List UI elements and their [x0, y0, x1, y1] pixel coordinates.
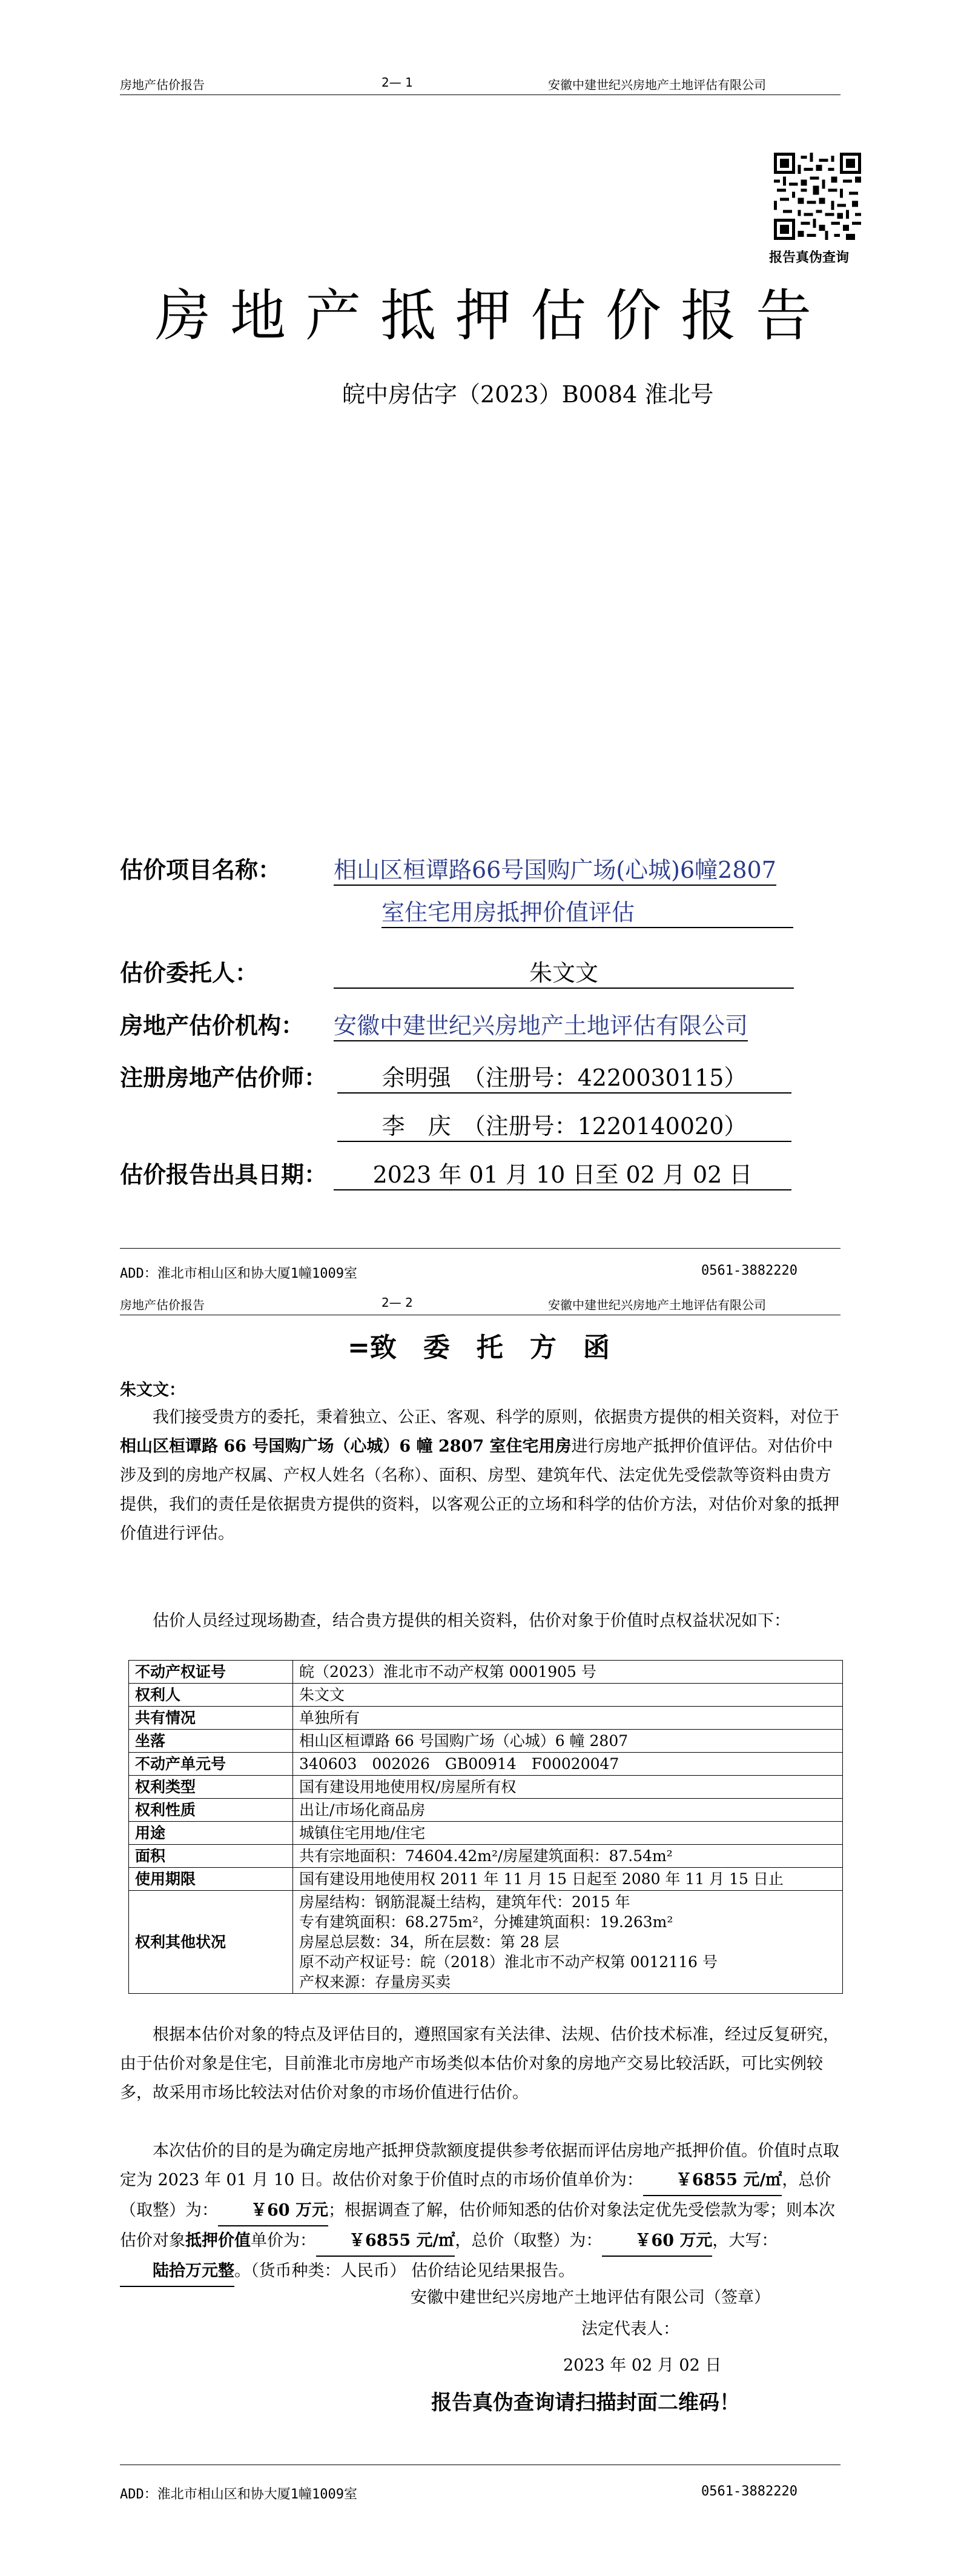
field-label-agency: 房地产估价机构：	[120, 1012, 305, 1039]
sign-date: 2023 年 02 月 02 日	[563, 2356, 722, 2375]
qr-code-icon[interactable]	[774, 153, 861, 240]
table-row: 权利其他状况 房屋结构：钢筋混凝土结构，建筑年代：2015 年 专有建筑面积：68.275m²，分摊建筑面积：19.263m² 房屋总层数：34，所在层数：第 28 层 原不动产权证号：皖（2018）淮北市不动产权第 0012116 号 产权来源：存量房买卖	[129, 1891, 843, 1994]
page1-header-left: 房地产估价报告	[120, 78, 205, 92]
page2-header-right: 安徽中建世纪兴房地产土地评估有限公司	[548, 1298, 766, 1312]
page2-header-left: 房地产估价报告	[120, 1298, 205, 1312]
capital-amount: 陆拾万元整	[120, 2257, 234, 2287]
table-row: 使用期限 国有建设用地使用权 2011 年 11 月 15 日起至 2080 年 11 月 15 日止	[129, 1868, 843, 1891]
page1-header-page-number: 2— 1	[381, 75, 413, 90]
page1-footer-address: ADD：淮北市相山区和协大厦1幢1009室	[120, 1266, 357, 1281]
mortgage-unit-price: ￥6855 元/㎡	[316, 2226, 455, 2257]
letter-paragraph-3: 根据本估价对象的特点及评估目的，遵照国家有关法律、法规、估价技术标准，经过反复研究，由于估价对象是住宅，目前淮北市房地产市场类似本估价对象的房地产交易比较活跃，可比实例较多，故采用市场比较法对估价对象的市场价值进行估价。	[120, 2025, 839, 2102]
letter-paragraph-2: 估价人员经过现场勘查，结合贵方提供的相关资料，估价对象于价值时点权益状况如下：	[153, 1612, 790, 1630]
page1-footer-rule	[120, 1248, 840, 1249]
report-title: 房地产抵押估价报告	[155, 284, 831, 348]
table-row: 共有情况 单独所有	[129, 1707, 843, 1730]
verify-note: 报告真伪查询请扫描封面二维码！	[431, 2391, 740, 2415]
page1-header-right: 安徽中建世纪兴房地产土地评估有限公司	[548, 78, 766, 92]
page2-header-page-number: 2— 2	[381, 1295, 413, 1310]
field-value-appraiser-2: 李 庆 （注册号：1220140020）	[337, 1107, 791, 1142]
field-value-client: 朱文文	[334, 954, 794, 989]
table-row: 面积 共有宗地面积：74604.42m²/房屋建筑面积：87.54m²	[129, 1845, 843, 1868]
total-price: ￥60 万元	[218, 2196, 328, 2226]
letter-salutation: 朱文文：	[120, 1381, 185, 1399]
table-row: 不动产单元号 340603 002026 GB00914 F00020047	[129, 1753, 843, 1776]
field-value-agency: 安徽中建世纪兴房地产土地评估有限公司	[334, 1007, 748, 1041]
letter-title: =致 委 托 方 函	[348, 1332, 610, 1363]
table-row: 不动产权证号 皖（2023）淮北市不动产权第 0001905 号	[129, 1661, 843, 1684]
page2-footer-address: ADD：淮北市相山区和协大厦1幢1009室	[120, 2487, 357, 2502]
field-label-project-name: 估价项目名称：	[120, 856, 282, 883]
table-row: 权利性质 出让/市场化商品房	[129, 1799, 843, 1822]
table-row: 坐落 相山区桓谭路 66 号国购广场（心城）6 幢 2807	[129, 1730, 843, 1753]
sign-company: 安徽中建世纪兴房地产土地评估有限公司（签章）	[411, 2288, 770, 2307]
field-value-issue-date: 2023 年 01 月 10 日至 02 月 02 日	[334, 1156, 791, 1190]
letter-paragraph-4: 本次估价的目的是为确定房地产抵押贷款额度提供参考依据而评估房地产抵押价值。价值时点取定为 2023 年 01 月 10 日。故估价对象于价值时点的市场价值单价为： ￥6855 元/㎡，总价（取整）为： ￥60 万元；根据调查了解，估价师知悉的估价对象法定优先受偿款为零；则本次估价对象抵押价值单价为： ￥6855 元/㎡，总价（取整）为： ￥60 万元，大写：陆拾万元整。（货币种类：人民币） 估价结论见结果报告。	[120, 2137, 842, 2287]
table-row: 权利人 朱文文	[129, 1684, 843, 1707]
field-label-appraisers: 注册房地产估价师：	[120, 1064, 328, 1091]
field-label-issue-date: 估价报告出具日期：	[120, 1161, 328, 1188]
qr-caption: 报告真伪查询	[769, 250, 850, 265]
unit-price: ￥6855 元/㎡	[643, 2166, 782, 2196]
field-label-client: 估价委托人：	[120, 959, 259, 986]
report-number: 皖中房估字（2023）B0084 淮北号	[342, 381, 714, 408]
page1-footer-phone: 0561-3882220	[701, 1263, 798, 1278]
sign-legal-rep: 法定代表人：	[581, 2320, 679, 2339]
page2-footer-phone: 0561-3882220	[701, 2484, 798, 2499]
property-location: 相山区桓谭路 66 号国购广场（心城）6 幢 2807 室住宅用房	[120, 1437, 572, 1456]
mortgage-total-price: ￥60 万元	[602, 2226, 712, 2257]
table-row: 权利类型 国有建设用地使用权/房屋所有权	[129, 1776, 843, 1799]
letter-paragraph-1: 我们接受贵方的委托，秉着独立、公正、客观、科学的原则，依据贵方提供的相关资料，对位于相山区桓谭路 66 号国购广场（心城）6 幢 2807 室住宅用房进行房地产抵押价值评估。对估价中涉及到的房地产权属、产权人姓名（名称）、面积、房型、建筑年代、法定优先受偿款等资料由贵方提供，我们的责任是依据贵方提供的资料，以客观公正的立场和科学的估价方法，对估价对象的抵押价值进行评估。	[120, 1408, 839, 1543]
field-value-project-name-line1: 相山区桓谭路66号国购广场(心城)6幢2807	[334, 851, 776, 886]
rights-table	[128, 1660, 843, 1994]
field-value-project-name-line2: 室住宅用房抵押价值评估	[381, 894, 793, 928]
table-row: 用途 城镇住宅用地/住宅	[129, 1822, 843, 1845]
field-value-appraiser-1: 余明强 （注册号：4220030115）	[337, 1059, 791, 1094]
